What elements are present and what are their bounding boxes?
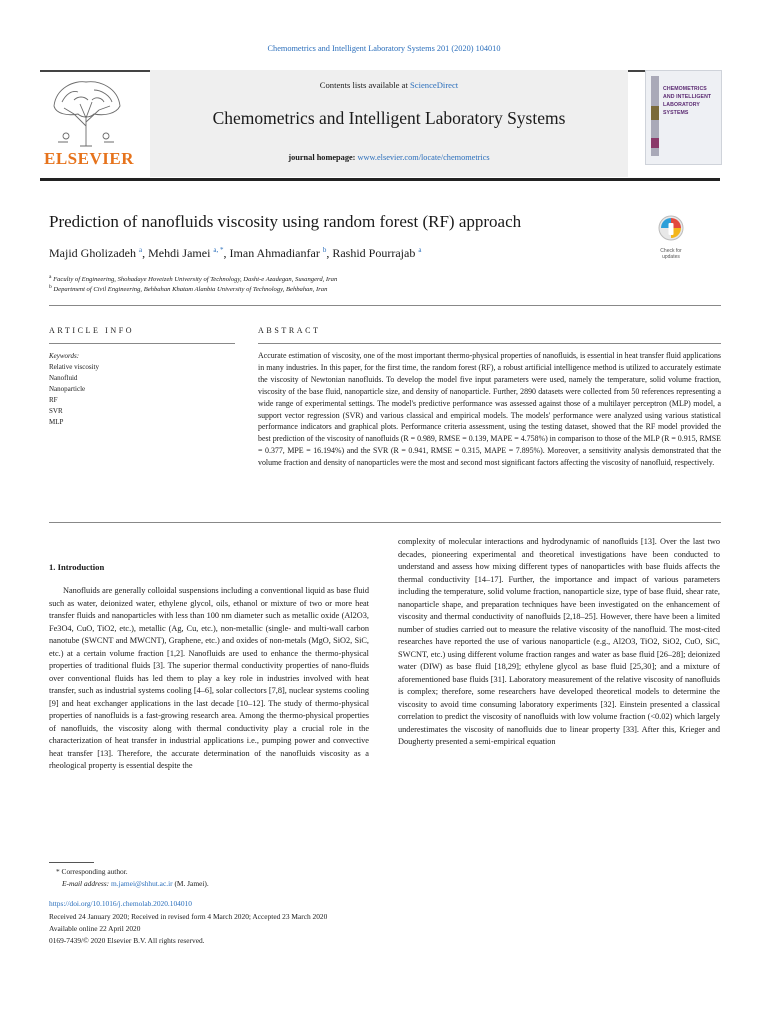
introduction-heading: 1. Introduction [49, 562, 105, 572]
journal-homepage-line [150, 153, 628, 162]
check-for-updates-badge[interactable] [652, 214, 690, 258]
journal-citation[interactable]: Chemometrics and Intelligent Laboratory Systems 201 (2020) 104010 [267, 44, 501, 53]
received-dates: Received 24 January 2020; Received in revised form 4 March 2020; Accepted 23 March 2020 [49, 912, 328, 921]
email-link[interactable]: m.jamei@shhut.ac.ir [111, 879, 173, 888]
cover-title-line: AND INTELLIGENT [663, 94, 712, 100]
elsevier-tree-logo [44, 76, 128, 148]
abstract-heading: ABSTRACT [258, 326, 321, 335]
body-text-column-right: complexity of molecular interactions and hydrodynamic of nanofluids [13]. Over the last two decades, pioneering experimental and theoretical investigations have been conducted to understand and assess how mixing different types of nanoparticles with base fluids affects the thermal conductivity [14–17]. Further, the importance and impact of various parameters including the temperature, solid volume fraction, nanoparticle size, type of base fluid, shear rate, nanoparticle shape, and preparation techniques have been investigated on the enhancement of viscosity and thermal conductivity of nanofluids [2,18–25]. However, there have been a limited number of studies carried out to measure the relative viscosity of the nanofluid. The most-cited researches have reported the use of various nanoparticle (e.g., Al2O3, TiO2, SiO2, CuO, SiC, SWCNT, etc.) using different volume fraction ranges and water as base fluid [26–28]; deionized water (DIW) as base fluid [18,29]; ethylene glycol as base fluid [25,30]; and a mixture of aforementioned base fluids [31]. Laboratory measurement of the relative viscosity of nanofluids is complex; therefore, some researchers have developed theoretical models to determine the viscosity to avoid time consuming laboratory experiments [32]. Einstein presented a classical correlation to predict the viscosity of nanofluids with low volume fraction (<0.02) which largely underestimates the viscosity of nanofluids due to linear property [33]. After this, Krieger and Dougherty presented a semi-empirical equation [398, 537, 720, 746]
homepage-link[interactable]: www.elsevier.com/locate/chemometrics [357, 153, 490, 162]
keyword[interactable]: RF [49, 396, 58, 404]
keywords-label: Keywords: [49, 352, 80, 360]
article-info-heading: ARTICLE INFO [49, 326, 135, 335]
keyword[interactable]: Nanoparticle [49, 385, 86, 393]
keyword[interactable]: MLP [49, 418, 64, 426]
author-name[interactable]: Majid Gholizadeh [49, 246, 136, 260]
author-name[interactable]: Rashid Pourrajab [332, 246, 416, 260]
email-suffix: (M. Jamei). [172, 879, 209, 888]
email-label: E-mail address: [62, 879, 111, 888]
affiliation-marker: a [49, 274, 52, 280]
affiliation-text: Department of Civil Engineering, Behbahan Khatam Alanbia University of Technology, Behbahan, Iran [53, 286, 328, 294]
journal-title: Chemometrics and Intelligent Laboratory Systems [212, 108, 566, 128]
author-affiliation-marker[interactable]: a, * [213, 246, 224, 254]
corresponding-author-note: * Corresponding author. [56, 867, 128, 876]
homepage-label: journal homepage: [288, 153, 358, 162]
cover-image-block [651, 106, 659, 120]
keyword[interactable]: SVR [49, 407, 63, 415]
contents-line [150, 80, 628, 90]
divider [49, 343, 235, 344]
cover-image-block [651, 138, 659, 148]
divider [49, 305, 721, 306]
affiliation-b [49, 284, 327, 293]
article-title: Prediction of nanofluids viscosity using random forest (RF) approach [49, 212, 522, 231]
author-name[interactable]: Iman Ahmadianfar [229, 246, 320, 260]
crossmark-label-line: updates [662, 253, 680, 260]
keyword[interactable]: Relative viscosity [49, 363, 99, 371]
affiliation-a [49, 274, 337, 283]
cover-title-line: CHEMOMETRICS [663, 86, 707, 92]
author-affiliation-marker[interactable]: b [322, 246, 327, 254]
author-name[interactable]: Mehdi Jamei [148, 246, 211, 260]
keyword[interactable]: Nanofluid [49, 374, 78, 382]
email-line [62, 879, 209, 888]
divider [49, 522, 721, 523]
cover-title-line: SYSTEMS [663, 110, 689, 116]
doi-link[interactable]: https://doi.org/10.1016/j.chemolab.2020.104010 [49, 899, 192, 908]
footnote-rule [49, 862, 94, 863]
affiliation-marker: b [49, 284, 52, 290]
crossmark-label [652, 249, 690, 260]
crossmark-label-line: Check for [660, 248, 682, 254]
banner-bottom-rule [40, 178, 720, 181]
author-list: Majid Gholizadeh $^a$, Mehdi Jamei $^{a, *}$, Iman Ahmadianfar $^b$, Rashid Pourrajab $^a$ [49, 246, 422, 260]
cover-title-line: LABORATORY [663, 102, 700, 108]
sciencedirect-link[interactable]: ScienceDirect [410, 80, 459, 90]
copyright-line: 0169-7439/© 2020 Elsevier B.V. All rights reserved. [49, 936, 205, 945]
abstract-text: Accurate estimation of viscosity, one of the most important thermo-physical properties of nanofluids, is essential in heat transfer fluid applications in many industries. In this paper, for the first time, the random forest (RF), a robust artificial intelligence method is utilized to accurately estimate the viscosity of Newtonian nanofluids. To develop the model five input parameters were used, namely the temperature, solid volume fraction, viscosity of the base fluid, nanoparticle size, and density of nanoparticle. Further, 2890 datasets were collected from 50 references representing a wide range of experimental settings. The model's predictive performance was assessed against those of a multilayer perceptron (MLP) model, a support vector regression (SVR) and various classical and empirical models. The models' performance were analyzed using various statistical performance indicators and graphical plots. Performance criteria assessment, using the testing dataset, showed that the RF model provided the best prediction of the viscosity of nanofluids (R = 0.989, RMSE = 0.139, MAPE = 4.758%) in comparison to those of the MLP (R = 0.915, RMSE = 0.377, MPE = 16.194%) and the SVR (R = 0.941, RMSE = 0.315, MAPE = 7.895%). Moreover, a sensitivity analysis demonstrated that the volume fraction and density of nanoparticles were the most and second most significant factors affecting the viscosity of nanofluid, respectively. [258, 351, 721, 468]
affiliation-text: Faculty of Engineering, Shohadaye Hoveizeh University of Technology, Dasht-e Azadegan, Susangerd, Iran [53, 276, 338, 284]
online-date: Available online 22 April 2020 [49, 924, 141, 933]
contents-prefix: Contents lists available at [319, 80, 410, 90]
divider [258, 343, 721, 344]
elsevier-logo-text: ELSEVIER [44, 149, 134, 168]
author-affiliation-marker[interactable]: a [418, 246, 422, 254]
author-affiliation-marker[interactable]: a [138, 246, 143, 254]
body-text-column-left: Nanofluids are generally colloidal suspensions including a conventional liquid as base fluid such as water, deionized water, ethylene glycol, oils, ethanol or mixture of two or more heat transfer fluids and nanoparticles with less than 100 nm diameter such as metallic oxide (Al2O3, Fe3O4, CuO, TiO2, etc.), metallic (Ag, Cu, etc.), non-metallic (single- and multi-wall carbon nanotube (SWCNT and MWCNT), Graphene, etc.) and oxides of non-metals (MgO, SiO2, SiC, etc.) at a certain volume fraction [1,2]. Nanofluids are used to enhance the thermo-physical properties of traditional fluids [3]. The superior thermal conductivity properties of nano-fluids over conventional fluids has led them to play a key role in industries involved with heat transfer, such as industrial systems cooling [4–6], solar collectors [7,8], nuclear systems cooling [9] and heat exchanger applications in the last decade [10–12]. The study of thermo-physical properties of nanofluids is a fast-growing research area. Among the thermo-physical properties of nanofluids, the viscosity along with thermal conductivity play a crucial role in the characterization of heat transfer in industrial applications i.e., pumping power and convective heat transfer [13]. Therefore, the accurate determination of the nanofluids viscosity as a rheological property is essential despite the [49, 586, 369, 770]
crossmark-icon [652, 214, 690, 244]
